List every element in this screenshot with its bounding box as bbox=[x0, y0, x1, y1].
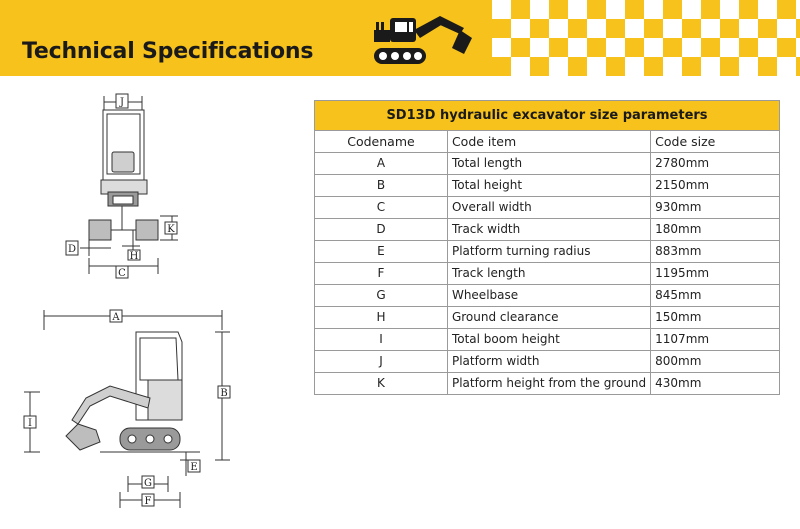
cell-code-item: Platform turning radius bbox=[447, 241, 650, 263]
cell-code-item: Total height bbox=[447, 175, 650, 197]
cell-code-item: Ground clearance bbox=[447, 307, 650, 329]
checker-square bbox=[568, 0, 587, 19]
checker-square bbox=[720, 0, 739, 19]
header-code-size: Code size bbox=[651, 131, 780, 153]
checker-square bbox=[549, 19, 568, 38]
dim-label-b: B bbox=[220, 388, 228, 399]
cell-codename: E bbox=[315, 241, 448, 263]
cell-code-item: Wheelbase bbox=[447, 285, 650, 307]
checker-square bbox=[758, 38, 777, 57]
header-code-item: Code item bbox=[447, 131, 650, 153]
dim-label-j: J bbox=[119, 97, 125, 108]
cell-code-item: Overall width bbox=[447, 197, 650, 219]
cell-code-item: Platform height from the ground bbox=[447, 373, 650, 395]
checker-square bbox=[663, 57, 682, 76]
checker-square bbox=[796, 38, 800, 57]
table-row bbox=[315, 263, 780, 285]
checker-square bbox=[587, 19, 606, 38]
cell-code-size: 1107mm bbox=[651, 329, 780, 351]
cell-codename: G bbox=[315, 285, 448, 307]
checker-square bbox=[701, 57, 720, 76]
cell-code-item: Track length bbox=[447, 263, 650, 285]
excavator-dimension-diagrams bbox=[0, 80, 300, 529]
checker-square bbox=[720, 38, 739, 57]
dim-label-d: D bbox=[67, 244, 77, 255]
checker-square bbox=[606, 38, 625, 57]
cell-codename: F bbox=[315, 263, 448, 285]
cell-codename: H bbox=[315, 307, 448, 329]
checker-square bbox=[492, 0, 511, 19]
checker-square bbox=[663, 19, 682, 38]
checker-square bbox=[511, 57, 530, 76]
checker-square bbox=[530, 0, 549, 19]
cell-codename: K bbox=[315, 373, 448, 395]
checker-square bbox=[530, 38, 549, 57]
checker-square bbox=[606, 0, 625, 19]
table-row bbox=[315, 373, 780, 395]
table-row bbox=[315, 219, 780, 241]
checker-square bbox=[644, 0, 663, 19]
front-view-diagram bbox=[66, 94, 178, 278]
cell-code-size: 430mm bbox=[651, 373, 780, 395]
checker-square bbox=[758, 0, 777, 19]
checker-square bbox=[777, 19, 796, 38]
cell-codename: B bbox=[315, 175, 448, 197]
dim-label-c: C bbox=[118, 268, 126, 279]
checker-square bbox=[777, 57, 796, 76]
checker-square bbox=[625, 19, 644, 38]
cell-code-size: 150mm bbox=[651, 307, 780, 329]
table-row bbox=[315, 153, 780, 175]
table-row bbox=[315, 241, 780, 263]
cell-code-item: Total boom height bbox=[447, 329, 650, 351]
table-row bbox=[315, 307, 780, 329]
dim-label-k: K bbox=[167, 224, 175, 235]
checker-pattern bbox=[492, 0, 800, 76]
cell-code-size: 2150mm bbox=[651, 175, 780, 197]
cell-codename: C bbox=[315, 197, 448, 219]
dim-label-g: G bbox=[144, 478, 152, 489]
dim-label-i: I bbox=[28, 418, 32, 429]
dim-label-h: H bbox=[129, 251, 139, 262]
checker-square bbox=[739, 19, 758, 38]
page-title: Technical Specifications bbox=[22, 39, 314, 64]
checker-square bbox=[511, 19, 530, 38]
checker-square bbox=[682, 0, 701, 19]
dim-label-a: A bbox=[112, 312, 120, 323]
cell-code-size: 800mm bbox=[651, 351, 780, 373]
table-caption: SD13D hydraulic excavator size parameters bbox=[315, 101, 780, 131]
cell-codename: I bbox=[315, 329, 448, 351]
cell-codename: J bbox=[315, 351, 448, 373]
checker-square bbox=[492, 38, 511, 57]
table-row bbox=[315, 197, 780, 219]
checker-square bbox=[796, 0, 800, 19]
checker-square bbox=[625, 57, 644, 76]
side-view-diagram bbox=[24, 310, 230, 508]
header-codename: Codename bbox=[315, 131, 448, 153]
checker-square bbox=[644, 38, 663, 57]
cell-code-item: Track width bbox=[447, 219, 650, 241]
table-row bbox=[315, 285, 780, 307]
checker-square bbox=[739, 57, 758, 76]
cell-code-size: 930mm bbox=[651, 197, 780, 219]
checker-square bbox=[587, 57, 606, 76]
dim-label-e: E bbox=[190, 462, 198, 473]
checker-square bbox=[549, 57, 568, 76]
checker-square bbox=[568, 38, 587, 57]
cell-codename: A bbox=[315, 153, 448, 175]
table-caption-row bbox=[315, 101, 780, 131]
cell-code-item: Total length bbox=[447, 153, 650, 175]
checker-square bbox=[701, 19, 720, 38]
table-header-row bbox=[315, 131, 780, 153]
cell-code-size: 845mm bbox=[651, 285, 780, 307]
dim-label-f: F bbox=[144, 496, 152, 507]
excavator-logo-icon bbox=[368, 8, 480, 72]
table-row bbox=[315, 175, 780, 197]
cell-code-size: 180mm bbox=[651, 219, 780, 241]
cell-code-item: Platform width bbox=[447, 351, 650, 373]
checker-square bbox=[682, 38, 701, 57]
spec-table bbox=[314, 100, 780, 395]
cell-codename: D bbox=[315, 219, 448, 241]
table-row bbox=[315, 351, 780, 373]
cell-code-size: 883mm bbox=[651, 241, 780, 263]
cell-code-size: 2780mm bbox=[651, 153, 780, 175]
cell-code-size: 1195mm bbox=[651, 263, 780, 285]
table-row bbox=[315, 329, 780, 351]
